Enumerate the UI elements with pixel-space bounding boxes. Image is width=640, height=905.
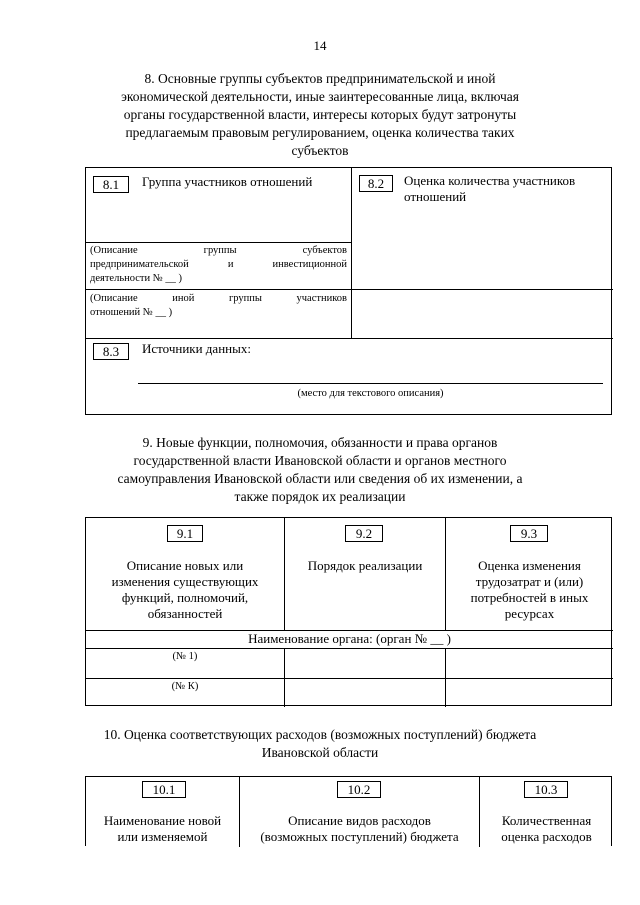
organ-name-row: Наименование органа: (орган № __ ) — [248, 631, 451, 646]
column-title-10-1: Наименование новой или изменяемой — [103, 813, 222, 844]
code-9-1: 9.1 — [167, 525, 203, 542]
column-title-9-2: Порядок реализации — [307, 558, 423, 573]
section-9-heading: 9. Новые функции, полномочия, обязанности и права органов государственной власти Ивановской области и органов местного самоуправления Ивановской области или сведения об их изменении, а также порядок их реализации — [117, 435, 523, 504]
code-10-1: 10.1 — [142, 781, 186, 798]
code-8-1: 8.1 — [93, 176, 129, 193]
code-8-2: 8.2 — [359, 175, 393, 192]
code-8-3: 8.3 — [93, 343, 129, 360]
row-description-business: (Описание группы субъектов предпринимательской и инвестиционной деятельности № __ ) — [90, 245, 347, 284]
code-10-3: 10.3 — [524, 781, 568, 798]
table-row-1: (№ 1) — [172, 651, 198, 662]
section-9-table — [85, 517, 612, 706]
page-number: 14 — [313, 38, 327, 53]
column-title-10-2: Описание видов расходов (возможных поступлений) бюджета — [260, 813, 459, 844]
code-10-2: 10.2 — [337, 781, 381, 798]
column-title-10-3: Количественная оценка расходов — [501, 813, 592, 844]
section-8-table — [85, 167, 612, 415]
section-10-heading: 10. Оценка соответствующих расходов (возможных поступлений) бюджета Ивановской области — [103, 727, 537, 760]
column-title-8-2: Оценка количества участников отношений — [404, 173, 576, 204]
column-title-9-1: Описание новых или изменения существующих функций, полномочий, обязанностей — [111, 558, 259, 621]
column-title-9-3: Оценка изменения трудозатрат и (или) потребностей в иных ресурсах — [470, 558, 589, 621]
code-9-2: 9.2 — [345, 525, 383, 542]
row-description-other: (Описание иной группы участников отношений № __ ) — [90, 293, 347, 318]
sources-caption: (место для текстового описания) — [297, 388, 444, 399]
column-title-8-1: Группа участников отношений — [142, 174, 313, 189]
sources-text-line — [138, 383, 603, 384]
table-row-k: (№ К) — [171, 681, 199, 692]
code-9-3: 9.3 — [510, 525, 548, 542]
sources-label: Источники данных: — [142, 341, 251, 356]
section-10-table — [85, 776, 612, 846]
section-8-heading: 8. Основные группы субъектов предпринимательской и иной экономической деятельности, иные заинтересованные лица, включая органы государственной власти, интересы которых будут затронуты предлагаемым правовым регулированием, оценка количества таких субъектов — [121, 71, 519, 158]
